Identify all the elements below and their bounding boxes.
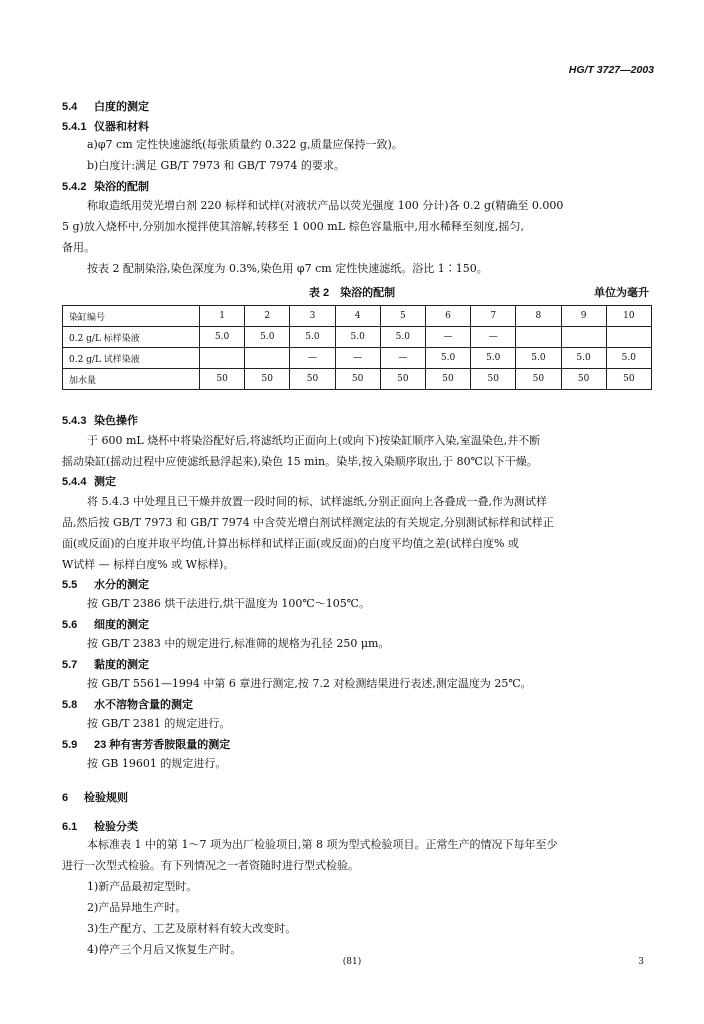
table-cell [245, 348, 290, 369]
paragraph-line: 本标准表 1 中的第 1～7 项为出厂检验项目,第 8 项为型式检验项目。正常生产的情况下每年至少 [87, 838, 558, 851]
table-cell: 5.0 [561, 348, 606, 369]
paragraph-line: 按 GB 19601 的规定进行。 [87, 757, 227, 770]
section-5-7-heading: 5.7 黏度的测定 [62, 659, 149, 671]
table-cell: 50 [425, 369, 470, 390]
table-cell: 50 [606, 369, 651, 390]
table-header-row [63, 306, 652, 327]
paragraph-line: 将 5.4.3 中处理且已干燥并放置一段时间的标、试样滤纸,分别正面向上各叠成一叠,作为测试样 [87, 495, 547, 508]
list-item: 1)新产品最初定型时。 [87, 880, 198, 893]
table-unit: 单位为毫升 [594, 287, 649, 299]
paragraph-line: 品,然后按 GB/T 7973 和 GB/T 7974 中含荧光增白剂试样测定法的有关规定,分别测试标样和试样正 [62, 516, 554, 529]
table-cell: 50 [561, 369, 606, 390]
table-cell: — [335, 348, 380, 369]
paragraph-line: 按 GB/T 2381 的规定进行。 [87, 717, 231, 730]
paragraph-line: 按 GB/T 2383 中的规定进行,标准筛的规格为孔径 250 μm。 [87, 637, 390, 650]
section-5-4-4-heading: 5.4.4 测定 [62, 476, 116, 488]
table-cell: 5.0 [425, 348, 470, 369]
table-row [63, 369, 652, 390]
table-header-cell: 染缸编号 [63, 306, 200, 327]
list-item: b)白度计:满足 GB/T 7973 和 GB/T 7974 的要求。 [87, 159, 345, 172]
table-header-cell: 1 [200, 306, 245, 327]
paragraph-line: 备用。 [62, 241, 95, 254]
table-header-cell: 6 [425, 306, 470, 327]
table-cell [516, 327, 561, 348]
paragraph-line: 摇动染缸(摇动过程中应使滤纸悬浮起来),染色 15 min。染毕,按入染顺序取出,于 80℃以下干燥。 [62, 455, 538, 468]
table-cell: 5.0 [245, 327, 290, 348]
table-cell: — [290, 348, 335, 369]
standard-code-header: HG/T 3727—2003 [568, 64, 654, 76]
table-header-cell: 2 [245, 306, 290, 327]
table-cell: 50 [290, 369, 335, 390]
paragraph-line: 按 GB/T 5561—1994 中第 6 章进行测定,按 7.2 对检测结果进行表述,测定温度为 25℃。 [87, 677, 532, 690]
table-cell: 50 [335, 369, 380, 390]
table-caption: 表 2 染浴的配制 [308, 287, 396, 299]
table-header-cell: 5 [380, 306, 425, 327]
table-cell: — [425, 327, 470, 348]
paragraph-line: W试样 — 标样白度% 或 W标样)。 [62, 558, 235, 571]
table-cell: 50 [200, 369, 245, 390]
table-header-cell: 4 [335, 306, 380, 327]
section-5-5-heading: 5.5 水分的测定 [62, 579, 149, 591]
table-cell: — [471, 327, 516, 348]
table-cell [200, 348, 245, 369]
table-cell: 5.0 [471, 348, 516, 369]
section-6-1-heading: 6.1 检验分类 [62, 821, 138, 833]
section-5-6-heading: 5.6 细度的测定 [62, 619, 149, 631]
table-row [63, 348, 652, 369]
paragraph-line: 按 GB/T 2386 烘干法进行,烘干温度为 100℃～105℃。 [87, 597, 370, 610]
paragraph-line: 于 600 mL 烧杯中将染浴配好后,将滤纸均正面向上(或向下)按染缸顺序入染,室温染色,并不断 [87, 434, 541, 447]
table-cell: 5.0 [516, 348, 561, 369]
table-cell: 50 [245, 369, 290, 390]
table-header-cell: 7 [471, 306, 516, 327]
section-5-4-3-heading: 5.4.3 染色操作 [62, 415, 138, 427]
paragraph-line: 5 g)放入烧杯中,分别加水搅拌使其溶解,转移至 1 000 mL 棕色容量瓶中,用水稀释至刻度,摇匀, [62, 220, 525, 233]
page-number-center: (81) [342, 957, 362, 967]
table-cell: 5.0 [606, 348, 651, 369]
section-5-9-heading: 5.9 23 种有害芳香胺限量的测定 [62, 739, 231, 751]
list-item: 3)生产配方、工艺及原材料有较大改变时。 [87, 922, 297, 935]
section-5-8-heading: 5.8 水不溶物含量的测定 [62, 699, 193, 711]
section-5-4-2-heading: 5.4.2 染浴的配制 [62, 181, 149, 193]
table-cell: 5.0 [290, 327, 335, 348]
table-cell: 5.0 [380, 327, 425, 348]
list-item: 2)产品异地生产时。 [87, 901, 187, 914]
table-cell: 5.0 [335, 327, 380, 348]
list-item: a)φ7 cm 定性快速滤纸(每张质量约 0.322 g,质量应保持一致)。 [87, 138, 403, 151]
table-header-cell: 8 [516, 306, 561, 327]
table-header-cell: 10 [606, 306, 651, 327]
paragraph-line: 面(或反面)的白度并取平均值,计算出标样和试样正面(或反面)的白度平均值之差(试样白度% 或 [62, 537, 519, 550]
section-5-4-heading: 5.4 白度的测定 [62, 101, 149, 113]
table-cell [606, 327, 651, 348]
dye-bath-table [62, 305, 652, 390]
table-header-cell: 9 [561, 306, 606, 327]
table-row-label: 0.2 g/L 试样染液 [63, 348, 200, 369]
page-number-right: 3 [638, 957, 644, 967]
table-row-label: 加水量 [63, 369, 200, 390]
table-cell: 50 [516, 369, 561, 390]
table-cell [561, 327, 606, 348]
table-cell: 50 [471, 369, 516, 390]
table-cell: 50 [380, 369, 425, 390]
table-cell: — [380, 348, 425, 369]
table-header-cell: 3 [290, 306, 335, 327]
table-row [63, 327, 652, 348]
paragraph-line: 称取造纸用荧光增白剂 220 标样和试样(对液状产品以荧光强度 100 分计)各 0.2 g(精确至 0.000 [87, 199, 564, 212]
list-item: 4)停产三个月后又恢复生产时。 [87, 943, 242, 956]
table-cell: 5.0 [200, 327, 245, 348]
paragraph-line: 按表 2 配制染浴,染色深度为 0.3%,染色用 φ7 cm 定性快速滤纸。浴比 1∶150。 [87, 262, 488, 275]
section-5-4-1-heading: 5.4.1 仪器和材料 [62, 121, 149, 133]
section-6-heading: 6 检验规则 [62, 792, 128, 804]
paragraph-line: 进行一次型式检验。有下列情况之一者资随时进行型式检验。 [62, 859, 359, 872]
table-row-label: 0.2 g/L 标样染液 [63, 327, 200, 348]
